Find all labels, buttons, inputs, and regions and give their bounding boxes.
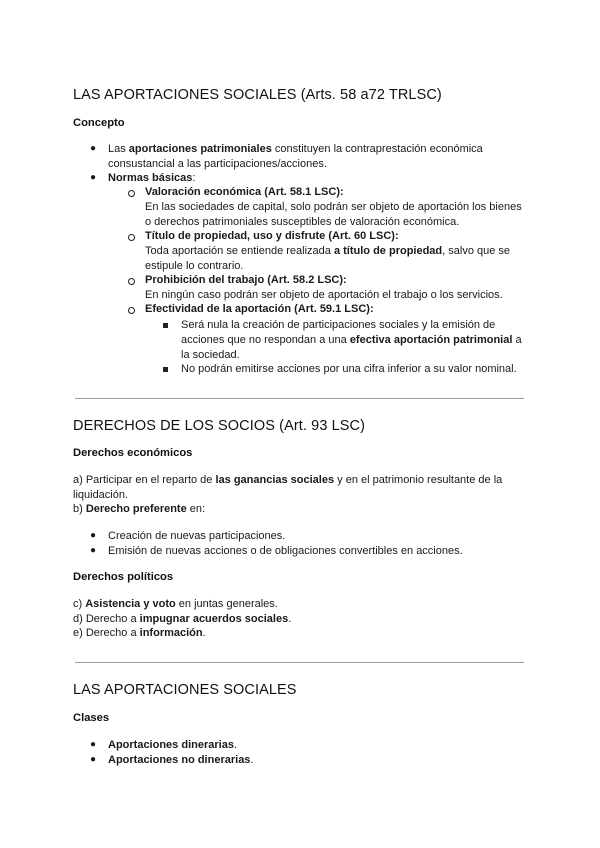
text: y en el patrimonio resultante de la	[334, 474, 503, 486]
text: a) Participar en el reparto de	[73, 474, 216, 486]
bold-text: las ganancias sociales	[215, 474, 335, 486]
bold-text: Prohibición del trabajo (Art. 58.2 LSC):	[145, 274, 347, 286]
item2-line-2: estipule lo contrario.	[145, 260, 244, 272]
text: e) Derecho a	[73, 627, 140, 639]
text: en:	[186, 503, 206, 515]
text: a	[512, 334, 522, 346]
bold-text: efectiva aportación patrimonial	[349, 334, 513, 346]
clase-item-2	[108, 753, 254, 768]
text: .	[250, 754, 254, 766]
bullet-icon: ●	[90, 739, 97, 750]
text: , salvo que se	[442, 245, 511, 257]
bullet-icon: ●	[90, 545, 97, 556]
preferente-item-2: Emisión de nuevas acciones o de obligaciones convertibles en acciones.	[108, 545, 463, 557]
preferente-item-1: Creación de nuevas participaciones.	[108, 530, 286, 542]
bold-text: aportaciones patrimoniales	[128, 143, 272, 155]
bold-text: Título de propiedad, uso y disfrute (Art. 60 LSC):	[145, 230, 399, 242]
section3-subtitle: Clases	[73, 712, 110, 724]
text: constituyen la contraprestación económica	[271, 143, 483, 155]
text: .	[202, 627, 206, 639]
bold-text: Efectividad de la aportación (Art. 59.1 LSC):	[145, 303, 374, 315]
bold-text: Normas básicas	[108, 172, 193, 184]
right-e	[73, 626, 206, 641]
circle-bullet-icon	[128, 278, 135, 285]
square-bullet-icon	[163, 367, 168, 372]
section-divider	[75, 662, 524, 663]
circle-bullet-icon	[128, 234, 135, 241]
square-bullet-icon	[163, 323, 168, 328]
item2-title	[145, 229, 399, 244]
item1-title	[145, 185, 344, 200]
bold-text: Derecho preferente	[85, 503, 187, 515]
bold-text: Valoración económica (Art. 58.1 LSC):	[145, 186, 344, 198]
bullet-icon: ●	[90, 530, 97, 541]
section1-subtitle: Concepto	[73, 117, 125, 129]
bold-text: Asistencia y voto	[85, 598, 176, 610]
concepto-line-2: consustancial a las participaciones/acciones.	[108, 158, 327, 170]
item3-line-1: En ningún caso podrán ser objeto de aportación el trabajo o los servicios.	[145, 289, 503, 301]
item3-title	[145, 273, 347, 288]
text: b)	[73, 503, 86, 515]
text: .	[233, 739, 237, 751]
item4-sub1-line-1: Será nula la creación de participaciones sociales y la emisión de	[181, 319, 496, 331]
bold-text: información	[139, 627, 203, 639]
right-a-line-2: liquidación.	[73, 489, 129, 501]
bullet-icon: ●	[90, 172, 97, 183]
concepto-line-1	[108, 142, 483, 157]
text: d) Derecho a	[73, 613, 140, 625]
bullet-icon: ●	[90, 143, 97, 154]
right-a-line-1	[73, 473, 502, 488]
section1-title: LAS APORTACIONES SOCIALES (Arts. 58 a72 TRLSC)	[73, 87, 442, 103]
item2-line-1	[145, 244, 510, 259]
pol-rights-title: Derechos políticos	[73, 571, 174, 583]
normas-label	[108, 171, 195, 186]
text: .	[288, 613, 292, 625]
bold-text: Aportaciones no dinerarias	[108, 754, 251, 766]
text: acciones que no respondan a una	[181, 334, 350, 346]
circle-bullet-icon	[128, 307, 135, 314]
section2-title: DERECHOS DE LOS SOCIOS (Art. 93 LSC)	[73, 418, 366, 434]
bold-text: Aportaciones dinerarias	[108, 739, 234, 751]
circle-bullet-icon	[128, 190, 135, 197]
bullet-icon: ●	[90, 754, 97, 765]
right-d	[73, 612, 291, 627]
text: :	[192, 172, 196, 184]
right-b	[73, 502, 205, 517]
section-divider	[75, 398, 524, 399]
section3-title: LAS APORTACIONES SOCIALES	[73, 682, 297, 698]
text: Las	[108, 143, 129, 155]
text: en juntas generales.	[175, 598, 278, 610]
item4-title	[145, 302, 374, 317]
right-c	[73, 597, 278, 612]
item1-line-1: En las sociedades de capital, solo podrán ser objeto de aportación los bienes	[145, 201, 522, 213]
item1-line-2: o derechos patrimoniales susceptibles de valoración económica.	[145, 216, 460, 228]
item4-sub1-line-3: la sociedad.	[181, 349, 240, 361]
text: Toda aportación se entiende realizada	[145, 245, 334, 257]
text: c)	[73, 598, 86, 610]
item4-sub2: No podrán emitirse acciones por una cifra inferior a su valor nominal.	[181, 363, 517, 375]
bold-text: a título de propiedad	[333, 245, 443, 257]
item4-sub1-line-2	[181, 333, 522, 348]
clase-item-1	[108, 738, 237, 753]
econ-rights-title: Derechos económicos	[73, 447, 193, 459]
bold-text: impugnar acuerdos sociales	[139, 613, 289, 625]
